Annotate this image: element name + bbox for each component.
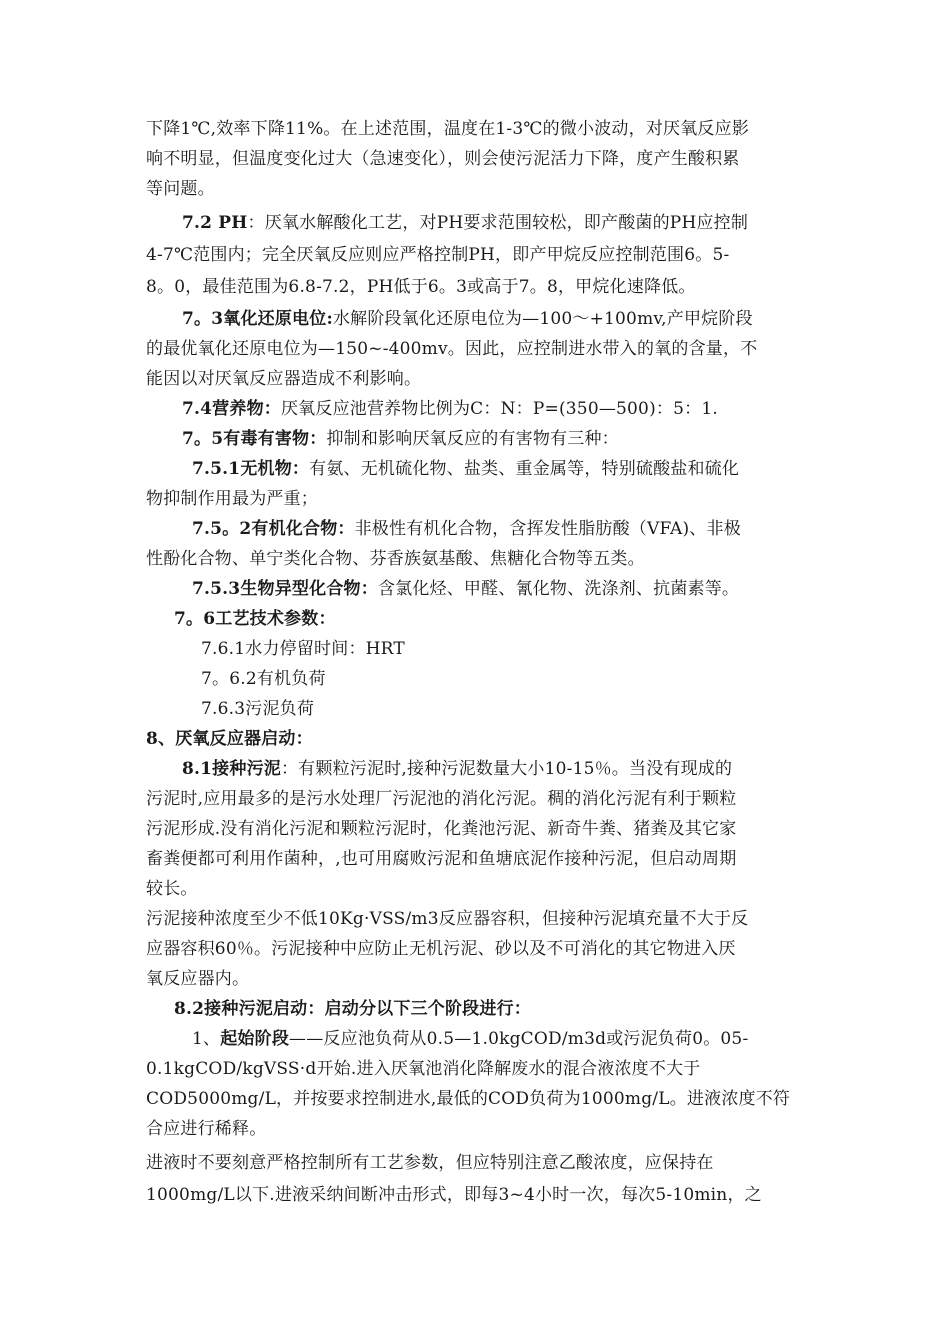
text-line	[192, 518, 741, 540]
text-line	[146, 276, 696, 298]
line-text: ：有颗粒污泥时,接种污泥数量大小10-15％。当没有现成的	[280, 759, 733, 779]
line-text: 7。6.2有机负荷	[201, 669, 326, 689]
section-heading: 7。6工艺技术参数：	[174, 609, 336, 629]
text-line	[146, 968, 249, 990]
line-text: 性酚化合物、单宁类化合物、芬香族氨基酸、焦糖化合物等五类。	[146, 549, 645, 569]
text-line	[146, 1088, 790, 1110]
text-line	[201, 698, 314, 720]
text-line	[192, 458, 739, 480]
text-line	[146, 178, 215, 200]
text-line	[146, 848, 736, 870]
line-text: 非极性有机化合物，含挥发性脂肪酸（VFA)、非极	[354, 519, 741, 539]
text-line	[146, 1184, 762, 1206]
text-line	[182, 428, 619, 450]
section-heading: 7.5。2有机化合物：	[192, 519, 355, 539]
text-line	[174, 998, 531, 1020]
text-line	[201, 668, 326, 690]
section-heading: 起始阶段	[220, 1029, 290, 1049]
text-line	[182, 758, 732, 780]
line-text: ：厌氧水解酸化工艺，对PH要求范围较松，即产酸菌的PH应控制	[247, 213, 749, 233]
text-line	[146, 148, 740, 170]
text-line	[146, 244, 729, 266]
text-line	[174, 608, 336, 630]
line-text: 含氯化烃、甲醛、氰化物、洗涤剂、抗菌素等。	[377, 579, 740, 599]
line-text: 畜粪便都可利用作菌种，,也可用腐败污泥和鱼塘底泥作接种污泥，但启动周期	[146, 849, 737, 869]
text-line	[146, 728, 313, 750]
line-text: 污泥时,应用最多的是污水处理厂污泥池的消化污泥。稠的消化污泥有利于颗粒	[146, 789, 737, 809]
line-text: 有氨、无机硫化物、盐类、重金属等，特别硫酸盐和硫化	[309, 459, 740, 479]
text-line	[146, 908, 748, 930]
section-heading: 8、厌氧反应器启动：	[146, 729, 313, 749]
section-heading: 7.5.3生物异型化合物：	[192, 579, 378, 599]
line-text: ——反应池负荷从0.5—1.0kgCOD/m3d或污泥负荷0。05-	[289, 1029, 749, 1049]
line-text: 响不明显，但温度变化过大（急速变化），则会使污泥活力下降，度产生酸积累	[146, 149, 740, 169]
text-line	[182, 212, 748, 234]
line-text: 抑制和影响厌氧反应的有害物有三种：	[326, 429, 619, 449]
line-text: 7.6.1水力停留时间：HRT	[201, 639, 405, 659]
line-text: 1000mg/L以下.进液采纳间断冲击形式，即每3~4小时一次，每次5-10min，之	[146, 1185, 762, 1205]
line-text: 物抑制作用最为严重；	[146, 489, 318, 509]
text-line	[201, 638, 405, 660]
line-text: 4-7℃范围内；完全厌氧反应则应严格控制PH，即产甲烷反应控制范围6。5-	[146, 245, 730, 265]
text-line	[146, 788, 736, 810]
line-text: 能因以对厌氧反应器造成不利影响。	[146, 369, 422, 389]
section-heading: 7.4营养物：	[182, 399, 281, 419]
text-line	[146, 1118, 266, 1140]
text-line	[146, 368, 421, 390]
section-heading: 7.2 PH	[182, 213, 248, 233]
text-line	[146, 1058, 700, 1080]
section-heading: 7。3氧化还原电位:	[182, 309, 333, 329]
line-text: 7.6.3污泥负荷	[201, 699, 315, 719]
line-text: COD5000mg/L，并按要求控制进水,最低的COD负荷为1000mg/L。进液浓度不符	[146, 1089, 791, 1109]
text-line	[146, 818, 736, 840]
section-heading: 7。5有毒有害物：	[182, 429, 327, 449]
section-heading: 7.5.1无机物：	[192, 459, 310, 479]
text-line	[182, 308, 753, 330]
line-text: 氧反应器内。	[146, 969, 250, 989]
line-text: 等问题。	[146, 179, 215, 199]
text-line	[146, 118, 749, 140]
text-line	[146, 548, 645, 570]
text-line	[192, 1028, 748, 1050]
line-text: 污泥接种浓度至少不低10Kg·VSS/m3反应器容积，但接种污泥填充量不大于反	[146, 909, 749, 929]
text-line	[192, 578, 739, 600]
text-line	[182, 398, 718, 420]
text-line	[146, 938, 736, 960]
line-prefix: 1、	[192, 1029, 221, 1049]
line-text: 合应进行稀释。	[146, 1119, 267, 1139]
line-text: 的最优氧化还原电位为—150~-400mv。因此，应控制进水带入的氧的含量，不	[146, 339, 758, 359]
line-text: 8。0，最佳范围为6.8-7.2，PH低于6。3或高于7。8，甲烷化速降低。	[146, 277, 696, 297]
line-text: 下降1℃,效率下降11%。在上述范围，温度在1-3℃的微小波动，对厌氧反应影	[146, 119, 750, 139]
line-text: 应器容积60％。污泥接种中应防止无机污泥、砂以及不可消化的其它物进入厌	[146, 939, 736, 959]
section-heading: 8.2接种污泥启动：启动分以下三个阶段进行：	[174, 999, 531, 1019]
section-heading: 8.1接种污泥	[182, 759, 281, 779]
line-text: 进液时不要刻意严格控制所有工艺参数，但应特别注意乙酸浓度，应保持在	[146, 1153, 714, 1173]
text-line	[146, 338, 757, 360]
line-text: 0.1kgCOD/kgVSS·d开始.进入厌氧池消化降解废水的混合液浓度不大于	[146, 1059, 701, 1079]
text-line	[146, 1152, 714, 1174]
text-line	[146, 878, 198, 900]
line-text: 较长。	[146, 879, 198, 899]
line-text: 污泥形成.没有消化污泥和颗粒污泥时，化粪池污泥、新奇牛粪、猪粪及其它家	[146, 819, 737, 839]
text-line	[146, 488, 318, 510]
line-text: 厌氧反应池营养物比例为C：N：P=(350—500)：5：1.	[280, 399, 718, 419]
line-text: 水解阶段氧化还原电位为—100～+100mv,产甲烷阶段	[332, 309, 753, 329]
